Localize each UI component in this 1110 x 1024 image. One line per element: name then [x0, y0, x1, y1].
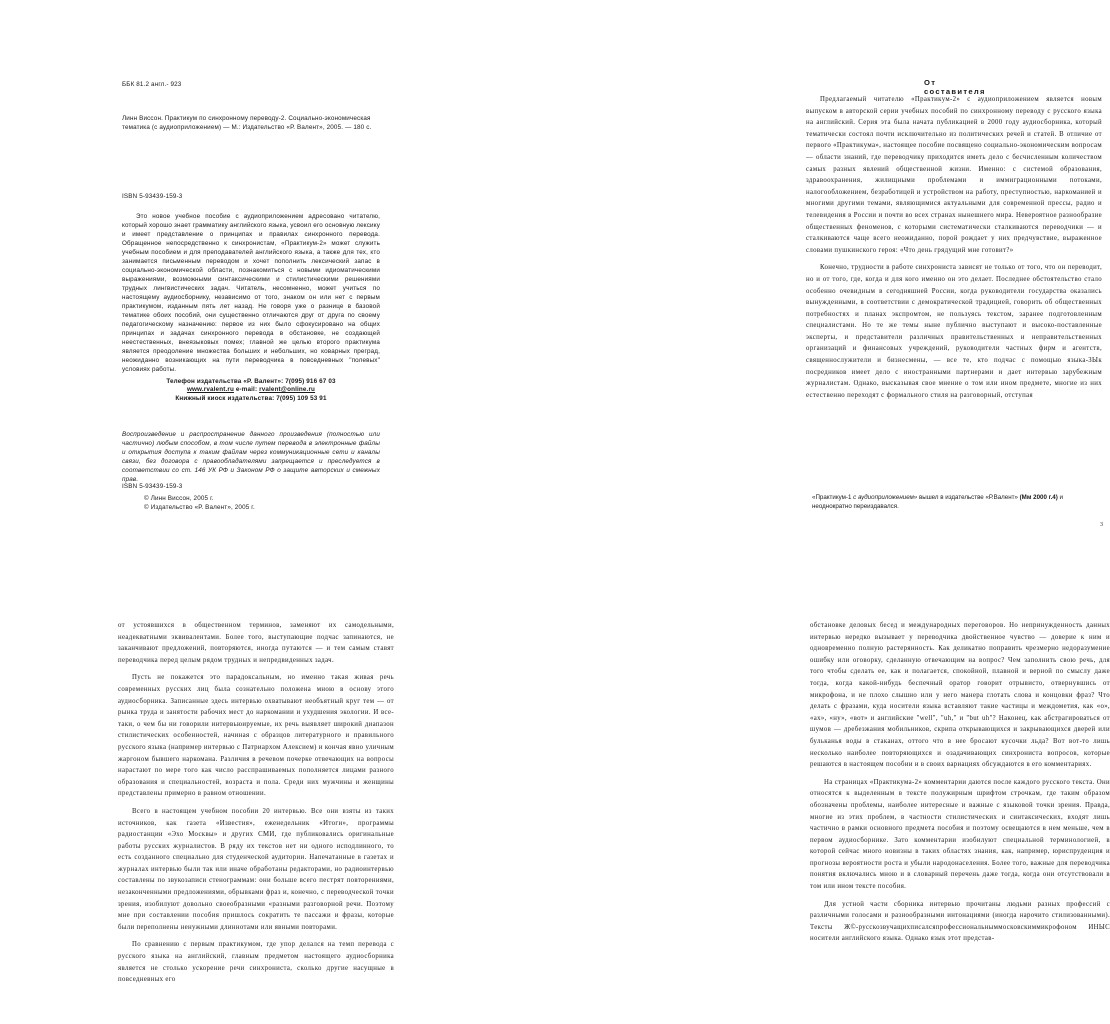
publisher-email: rvalent@online.ru [259, 386, 316, 394]
footnote-mid: вышел в издательстве «Р.Валент» [917, 494, 1020, 501]
paragraph: от устоявшихся в общественном терминов, заменяют их самодельными, неадекватными эквивалентами. Более того, выступающие подчас запинаются, не заканчивают предложений, повторяются, иногда путаются — и тем самым ставят переводчика перед целым рядом трудных и непредвиденных задач. [118, 622, 394, 664]
paragraph: Пусть не покажется это парадоксальным, но именно такая живая речь современных русских лиц была сознательно положена мною в основу этого аудиосборника. Записанные здесь интервью охватывают необъятный круг тем — от рынка труда и занятости рабочих мест до наркомании и ухудшения экологии. И все-таки, о чем бы ни говорили интервьюируемые, их речь выявляет широкий диапазон стилистических особенностей, начиная с образцов литературного и правильного русского языка (например интервью с Патриархом Алексием) и кончая явно уличным жаргоном бывшего наркомана. Различия в речевом почерке отвечающих на вопросы нарастают по мере того как число расспрашиваемых пополняется лицами разного образования и специальностей, возраста и пола. Среди них мужчины и женщины представлены примерно в равном отношении. [118, 674, 394, 798]
annotation: Это новое учебное пособие с аудиоприложением адресовано читателю, который хорошо знает грамматику английского языка, усвоил его основную лексику и имеет представление о принципах и правилах синхронного перевода. Обращенное непосредственно к синхронистам, «Практикум-2» может служить учебным пособием и для преподавателей английского языка, а также для тех, кто занимается письменным переводом и хочет пополнить лексический запас в социально-экономической области, познакомиться с новыми идиоматическими выражениями, возможными синтаксическими и стилистическими решениями трудных лингвистических задач. Читатель, несомненно, может учиться по настоящему аудиосборнику, независимо от того, знаком он или нет с первым практикумом, изданным пять лет назад. Не говоря уже о разнице в базовой тематике обоих пособий, они существенно отличаются друг от друга по своему педагогическому назначению: первое из них было сфокусировано на общих принципах и задачах синхронного перевода в обстановке, не создающей неестественных, внеязыковых помех; главной же целью второго практикума является преодоление множества больших и небольших, но коварных преград, неожиданно возникающих на пути переводчика в повседневных "полевых" условиях работы. [122, 213, 380, 373]
rights-notice: Воспроизведение и распространение данного произведения (полностью или частично) любым способом, в том числе путем перевода в электронные файлы и открытия доступа к таким файлам через коммуникационные сети и каналы связи, без договора с правообладателями запрещается и преследуется в соответствии со ст. 146 УК РФ и Законом РФ о защите авторских и смежных прав. [122, 431, 380, 483]
publisher-web [122, 386, 380, 394]
preface-text [806, 94, 1102, 407]
page-bottom-right [384, 600, 1110, 1024]
email-label: e-mail: [233, 386, 260, 394]
isbn-line-2: ISBN 5-93439-159-3 [122, 483, 183, 490]
page-number: 3 [1100, 522, 1103, 528]
bibliographic-record [122, 114, 380, 132]
footnote-prefix: «Практикум-1 [812, 494, 852, 501]
publisher-contacts [122, 378, 380, 403]
section-heading: От составителя [924, 78, 986, 96]
paragraph: На страницах «Практикума-2» комментарии даются после каждого русского текста. Они относятся к выделенным в тексте полужирным шрифтом строчкам, где таким образом обозначены проблемы, наиболее интересные и важные с языковой точки зрения. Правда, многие из этих проблем, в частности стилистических и синтаксических, входят лишь частично в рамки основного предмета пособия и поэтому освещаются в нем меньше, чем в первом аудиосборнике. Зато комментарии изобилуют специальной терминологией, в которой сейчас много новизны в таких областях знания, как, например, юриспруденция и прогнозы вероятности роста и убыли народонаселения. Более того, важные для переводчика понятия включались мною и в словарный перечень даже тогда, когда они отсутствовали в том или ином тексте пособия. [810, 778, 1110, 891]
kiosk-phone: Книжный киоск издательства: 7(095) 109 53 91 [175, 394, 327, 402]
footnote-bold: (Мм 2000 г.4) [1019, 494, 1058, 501]
paragraph: Всего в настоящем учебном пособии 20 интервью. Все они взяты из таких источников, как газета «Известия», еженедельник «Итоги», программы радиостанции «Эхо Москвы» и других СМИ, где публиковались оригинальные работы русских журналистов. В ряду их текстов нет ни одного исподлинного, то есть созданного специально для студенческой аудитории. Напечатанные в газетах и журналах интервью были так или иначе обработаны редакторами, но радиоинтервью составлены по звукозаписи стенограммам: они больше всего пестрят повторениями, незаконченными предложениями, обрывками фраз и, конечно, с переводческой точки зрения, изобилуют довольно своеобразными «разными разговорной речи. Поэтому мне при составлении пособия пришлось сократить те пассажи и фразы, которые были переполнены ненужными длиннотами или явными повторами. [118, 807, 394, 931]
footnote [812, 493, 1102, 512]
footnote-end: и неоднократно переиздавался. [812, 494, 1063, 511]
page-top-left [0, 0, 384, 600]
paragraph: обстановке деловых бесед и международных переговоров. Но непринужденность данных интервью нередко вызывает у переводчика двойственное чувство — доверие к ним и одновременно полную растерянность. Как деликатно поправить чрезмерно недоразумение ошибку или оговорку, сделанную отвечающим на вопрос? Чем заполнить свою речь, для того чтобы сделать ее, как и полагается, спокойной, плавной и верной по смыслу даже тогда, когда какой-нибудь беспечный оратор говорит отрывисто, отвернувшись от микрофона, и не плохо слышно или у него манера глотать слова и концовки фраз? Что делать с фразами, куда носители языка вставляют такие частицы и междометия, как «о», «ах», «ну», «вот» и английские "well", "uh," и "but uh"? Наконец, как абстрагироваться от шумов — дребезжания мобильников, скрипа открывающихся и закрывающихся дверей или бульканья воды в стаканах, оттого что в нее бросают кусочки льда? Вот вот-то лишь несколько наиболее повторяющихся и озадачивающих синхрониста вопросов, которые решаются в настоящем пособии и в своих вариациях обсуждаются в его комментариях. [810, 622, 1110, 769]
page-top-right [384, 0, 1103, 600]
biblio-title: Практикум по синхронному переводу-2. Социально-экономическая тематика (с аудиоприложением) — М.: Издательство «Р. Валент», 2005. — 180 с. [122, 115, 372, 131]
page-bottom-left [0, 600, 394, 1024]
paragraph: Предлагаемый читателю «Практикум-2» с аудиоприложением является новым выпуском в авторской серии учебных пособий по синхронному переводу с русского языка на английский. Серия эта была начата публикацией в 2000 году аудиосборника, который тематически состоял почти исключительно из политических речей и статей. В отличие от первого «Практикума», настоящее пособие посвящено социально-экономическим вопросам — области знаний, где переводчику приходится иметь дело с бесчисленным количеством самых разных явлений общественной жизни. Именно: с системой образования, здравоохранения, жилищными проблемами и иммиграционными потоками, налогообложением, безработицей и устройством на работу, преступностью, наркоманией и многими другими темами, являющимися актуальными для современной прессы, радио и телевидения в России и почти во всех странах нынешнего мира. Невероятное разнообразие общественных феноменов, с которыми систематически сталкиваются переводчики — и сталкиваются чаще всего неожиданно, порой рождает у них предчувствие, выраженное словами пушкинского героя: «Что день грядущий мне готовит?» [806, 96, 1102, 254]
body-text [118, 620, 394, 992]
copyright-publisher: © Издательство «Р. Валент», 2005 г. [144, 504, 255, 511]
biblio-author: Линн Виссон. [122, 115, 163, 122]
footnote-italic: с аудиоприложением» [851, 494, 918, 501]
body-text [810, 620, 1110, 951]
publisher-site: www.rvalent.ru [186, 386, 234, 394]
paragraph: Для устной части сборника интервью прочитаны людьми разных профессий с различными голосами и разнообразными интонациями (иногда нарочито стилизованными). Тексты Ж©-русскозвучащихписалсяпрофессиональныммосковскиммикрофоном ИНЫС носители английского языка. Однако язык этот представ- [810, 900, 1110, 943]
isbn-line: ISBN 5-93439-159-3 [122, 193, 183, 200]
bbk-code: ББК 81.2 англ.- 923 [122, 81, 182, 88]
paragraph: Конечно, трудности в работе синхрониста зависят не только от того, что он переводит, но и от того, где, когда и для кого именно он это делает. Последнее обстоятельство стало особенно очевидным в сегодняшней России, когда руководители государства оказались вынужденными, в соответствии с демократической традицией, говорить об общественных потребностях и планах экспромтом, не пользуясь текстом, заранее подготовленным специалистами. Но те же темы ныне публично выступают и высоко-поставленные эксперты, и представители различных правительственных и неправительственных организаций и финансовых учреждений, руководители частных фирм и агентств, священнослужители и бизнесмены, — все те, кто подчас с помощью языка-ЗЫк посредников имеет дело с иностранными партнерами и дает интервью зарубежным журналистам. Однако, высказывая свое мнение о том или ином предмете, многие из них естественно переходят с формального стиля на разговорный, отступая [806, 264, 1102, 399]
paragraph: По сравнению с первым практикумом, где упор делался на темп перевода с русского языка на английский, главным предметом настоящего аудиосборника является не столько ускорение речи синхрониста, сколько другие насущные в повседневных его [118, 941, 394, 984]
copyright-author: © Линн Виссон, 2005 г. [144, 495, 214, 502]
copyright-block [144, 494, 255, 512]
publisher-phone: Телефон издательства «Р. Валент»: 7(095) 916 67 03 [166, 378, 336, 385]
